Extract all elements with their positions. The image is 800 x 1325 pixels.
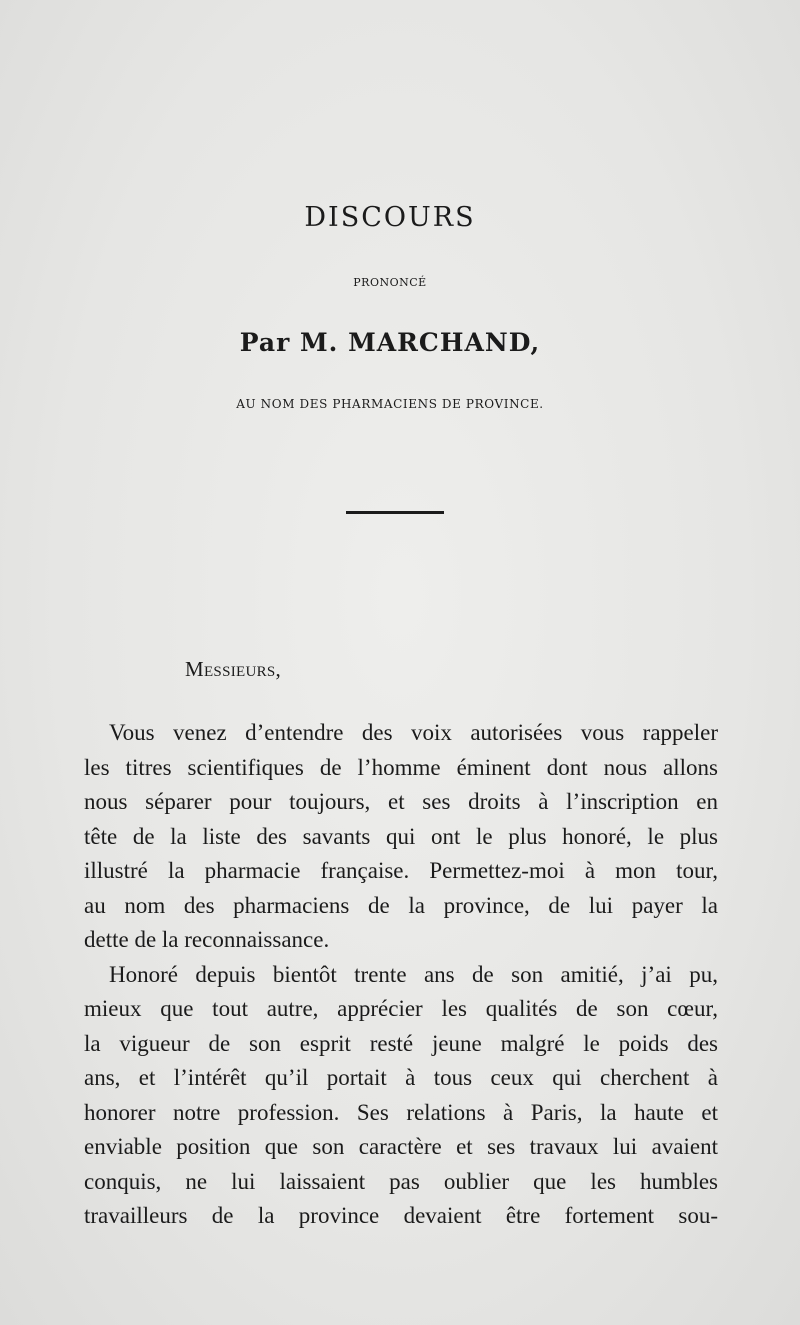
paragraph-1 bbox=[84, 716, 718, 958]
text-line: au nom des pharmaciens de la province, de lui payer la bbox=[84, 892, 718, 918]
text-line: ans, et l’intérêt qu’il portait à tous ceux qui cherchent à bbox=[84, 1065, 718, 1090]
text-line: conquis, ne lui laissaient pas oublier que les humbles bbox=[84, 1168, 718, 1194]
bleed-through-decoration bbox=[60, 118, 760, 254]
text-line: la vigueur de son esprit resté jeune malgré le poids des bbox=[84, 1030, 718, 1056]
document-affiliation: AU NOM DES PHARMACIENS DE PROVINCE. bbox=[236, 397, 544, 411]
document-author: Par M. MARCHAND, bbox=[239, 328, 541, 357]
section-divider bbox=[346, 511, 444, 514]
body-text bbox=[84, 716, 718, 1234]
document-subtitle: PRONONCÉ bbox=[353, 276, 427, 289]
text-line: Honoré depuis bientôt trente ans de son amitié, j’ai pu, bbox=[109, 961, 718, 987]
text-line: illustré la pharmacie française. Permettez-moi à mon tour, bbox=[84, 858, 718, 883]
text-line: les titres scientifiques de l’homme éminent dont nous allons bbox=[84, 754, 718, 780]
text-line: Vous venez d’entendre des voix autorisées vous rappeler bbox=[109, 720, 718, 745]
paragraph-2 bbox=[84, 958, 718, 1234]
document-title: DISCOURS bbox=[304, 202, 476, 233]
text-line: honorer notre profession. Ses relations à Paris, la haute et bbox=[84, 1099, 718, 1125]
text-line: dette de la reconnaissance. bbox=[84, 927, 330, 952]
text-line: mieux que tout autre, apprécier les qualités de son cœur, bbox=[84, 996, 718, 1021]
text-line: nous séparer pour toujours, et ses droits à l’inscription en bbox=[84, 789, 718, 814]
text-line: enviable position que son caractère et ses travaux lui avaient bbox=[84, 1134, 718, 1159]
salutation: Messieurs, bbox=[185, 657, 282, 681]
text-line: travailleurs de la province devaient être fortement sou- bbox=[84, 1203, 718, 1228]
text-line: tête de la liste des savants qui ont le plus honoré, le plus bbox=[84, 823, 718, 849]
